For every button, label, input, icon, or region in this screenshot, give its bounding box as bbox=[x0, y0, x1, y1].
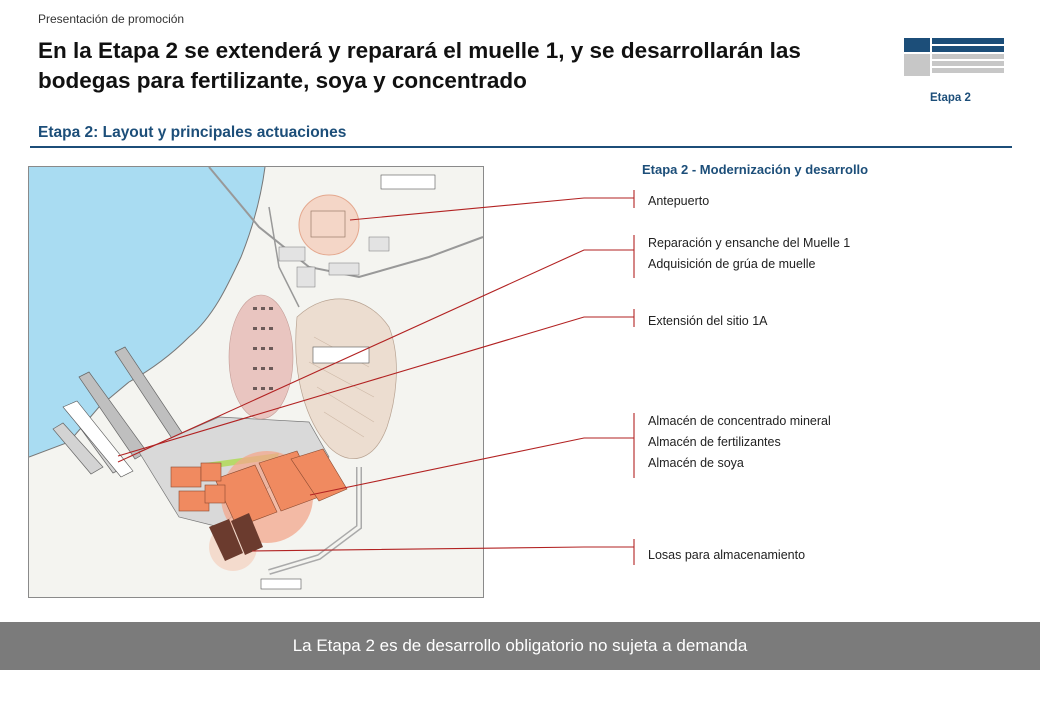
leader-losas bbox=[252, 547, 634, 551]
panel-heading: Etapa 2 - Modernización y desarrollo bbox=[642, 162, 869, 177]
item-line: Extensión del sitio 1A bbox=[648, 314, 768, 328]
leader-antepuerto bbox=[350, 198, 634, 220]
item-line: Almacén de soya bbox=[648, 456, 744, 470]
leader-muelle-1 bbox=[118, 250, 634, 462]
page-title: En la Etapa 2 se extenderá y reparará el muelle 1, y se desarrollarán las bodegas para fertilizante, soya y concentrado bbox=[38, 38, 801, 93]
section-subtitle: Etapa 2: Layout y principales actuaciones bbox=[38, 124, 347, 141]
item-line: Reparación y ensanche del Muelle 1 bbox=[648, 236, 851, 250]
item-line: Antepuerto bbox=[648, 194, 710, 208]
item-line: Almacén de fertilizantes bbox=[648, 435, 781, 449]
leader-almacenes bbox=[310, 438, 634, 495]
bottom-banner: La Etapa 2 es de desarrollo obligatorio no sujeta a demanda bbox=[0, 622, 1040, 670]
leader-sitio-1a bbox=[118, 317, 634, 456]
item-line: Adquisición de grúa de muelle bbox=[648, 257, 816, 271]
kicker-text: Presentación de promoción bbox=[38, 12, 185, 26]
item-line: Almacén de concentrado mineral bbox=[648, 414, 831, 428]
stage-tag: Etapa 2 bbox=[930, 92, 971, 104]
item-line: Losas para almacenamiento bbox=[648, 548, 806, 562]
